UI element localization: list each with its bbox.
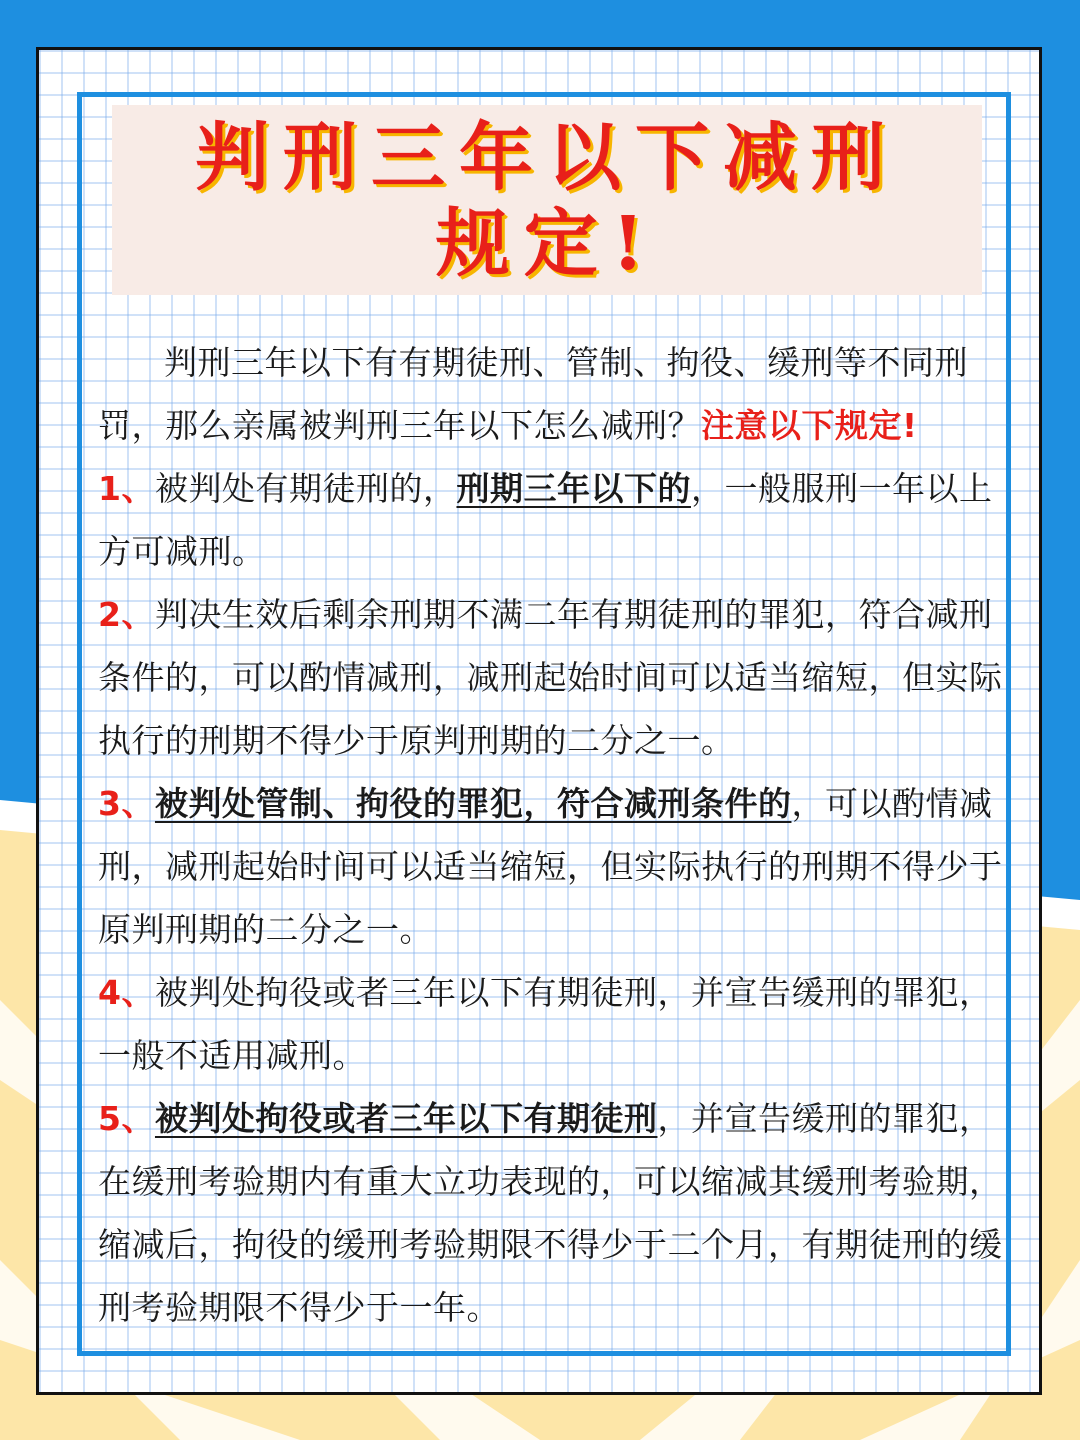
rule-text: 被判处拘役或者三年以下有期徒刑，并宣告缓刑的罪犯，一般不适用减刑。 <box>98 973 993 1075</box>
rule-emphasis: 被判处拘役或者三年以下有期徒刑 <box>154 1099 658 1138</box>
rule-item-2 <box>98 583 1004 772</box>
intro-text: 判刑三年以下有有期徒刑、管制、拘役、缓刑等不同刑罚，那么亲属被判刑三年以下怎么减刑？ <box>98 343 968 445</box>
inner-frame <box>77 92 1011 1356</box>
rule-item-5 <box>98 1087 1004 1339</box>
rule-emphasis: 被判处管制、拘役的罪犯，符合减刑条件的 <box>154 784 792 823</box>
rule-text: 被判处有期徒刑的， <box>154 469 457 508</box>
rule-number: 5、 <box>98 1099 155 1138</box>
rule-text-tail: ，可以酌情减刑，减刑起始时间可以适当缩短，但实际执行的刑期不得少于原判刑期的二分之一。 <box>98 784 1003 949</box>
rule-number: 4、 <box>98 973 155 1012</box>
content-card <box>36 47 1042 1395</box>
rule-number: 1、 <box>98 469 155 508</box>
rule-item-1 <box>98 457 1004 583</box>
rule-emphasis: 刑期三年以下的 <box>456 469 691 508</box>
rule-text-tail: ，并宣告缓刑的罪犯，在缓刑考验期内有重大立功表现的，可以缩减其缓刑考验期，缩减后，拘役的缓刑考验期限不得少于二个月，有期徒刑的缓刑考验期限不得少于一年。 <box>98 1099 1003 1327</box>
rule-item-4 <box>98 961 1004 1087</box>
rule-number: 3、 <box>98 784 155 823</box>
title-line-1: 判刑三年以下减刑 <box>195 115 899 201</box>
rule-item-3 <box>98 772 1004 961</box>
rule-number: 2、 <box>98 595 155 634</box>
title-banner <box>112 105 982 295</box>
intro-paragraph <box>98 331 1004 457</box>
article-body <box>98 331 1004 1339</box>
rule-text: 判决生效后剩余刑期不满二年有期徒刑的罪犯，符合减刑条件的，可以酌情减刑，减刑起始时间可以适当缩短，但实际执行的刑期不得少于原判刑期的二分之一。 <box>98 595 1003 760</box>
intro-highlight: 注意以下规定! <box>701 406 918 445</box>
title-line-2: 规定! <box>435 201 659 287</box>
page-title <box>112 115 982 287</box>
rule-text-tail: ，一般服刑一年以上方可减刑。 <box>98 469 993 571</box>
